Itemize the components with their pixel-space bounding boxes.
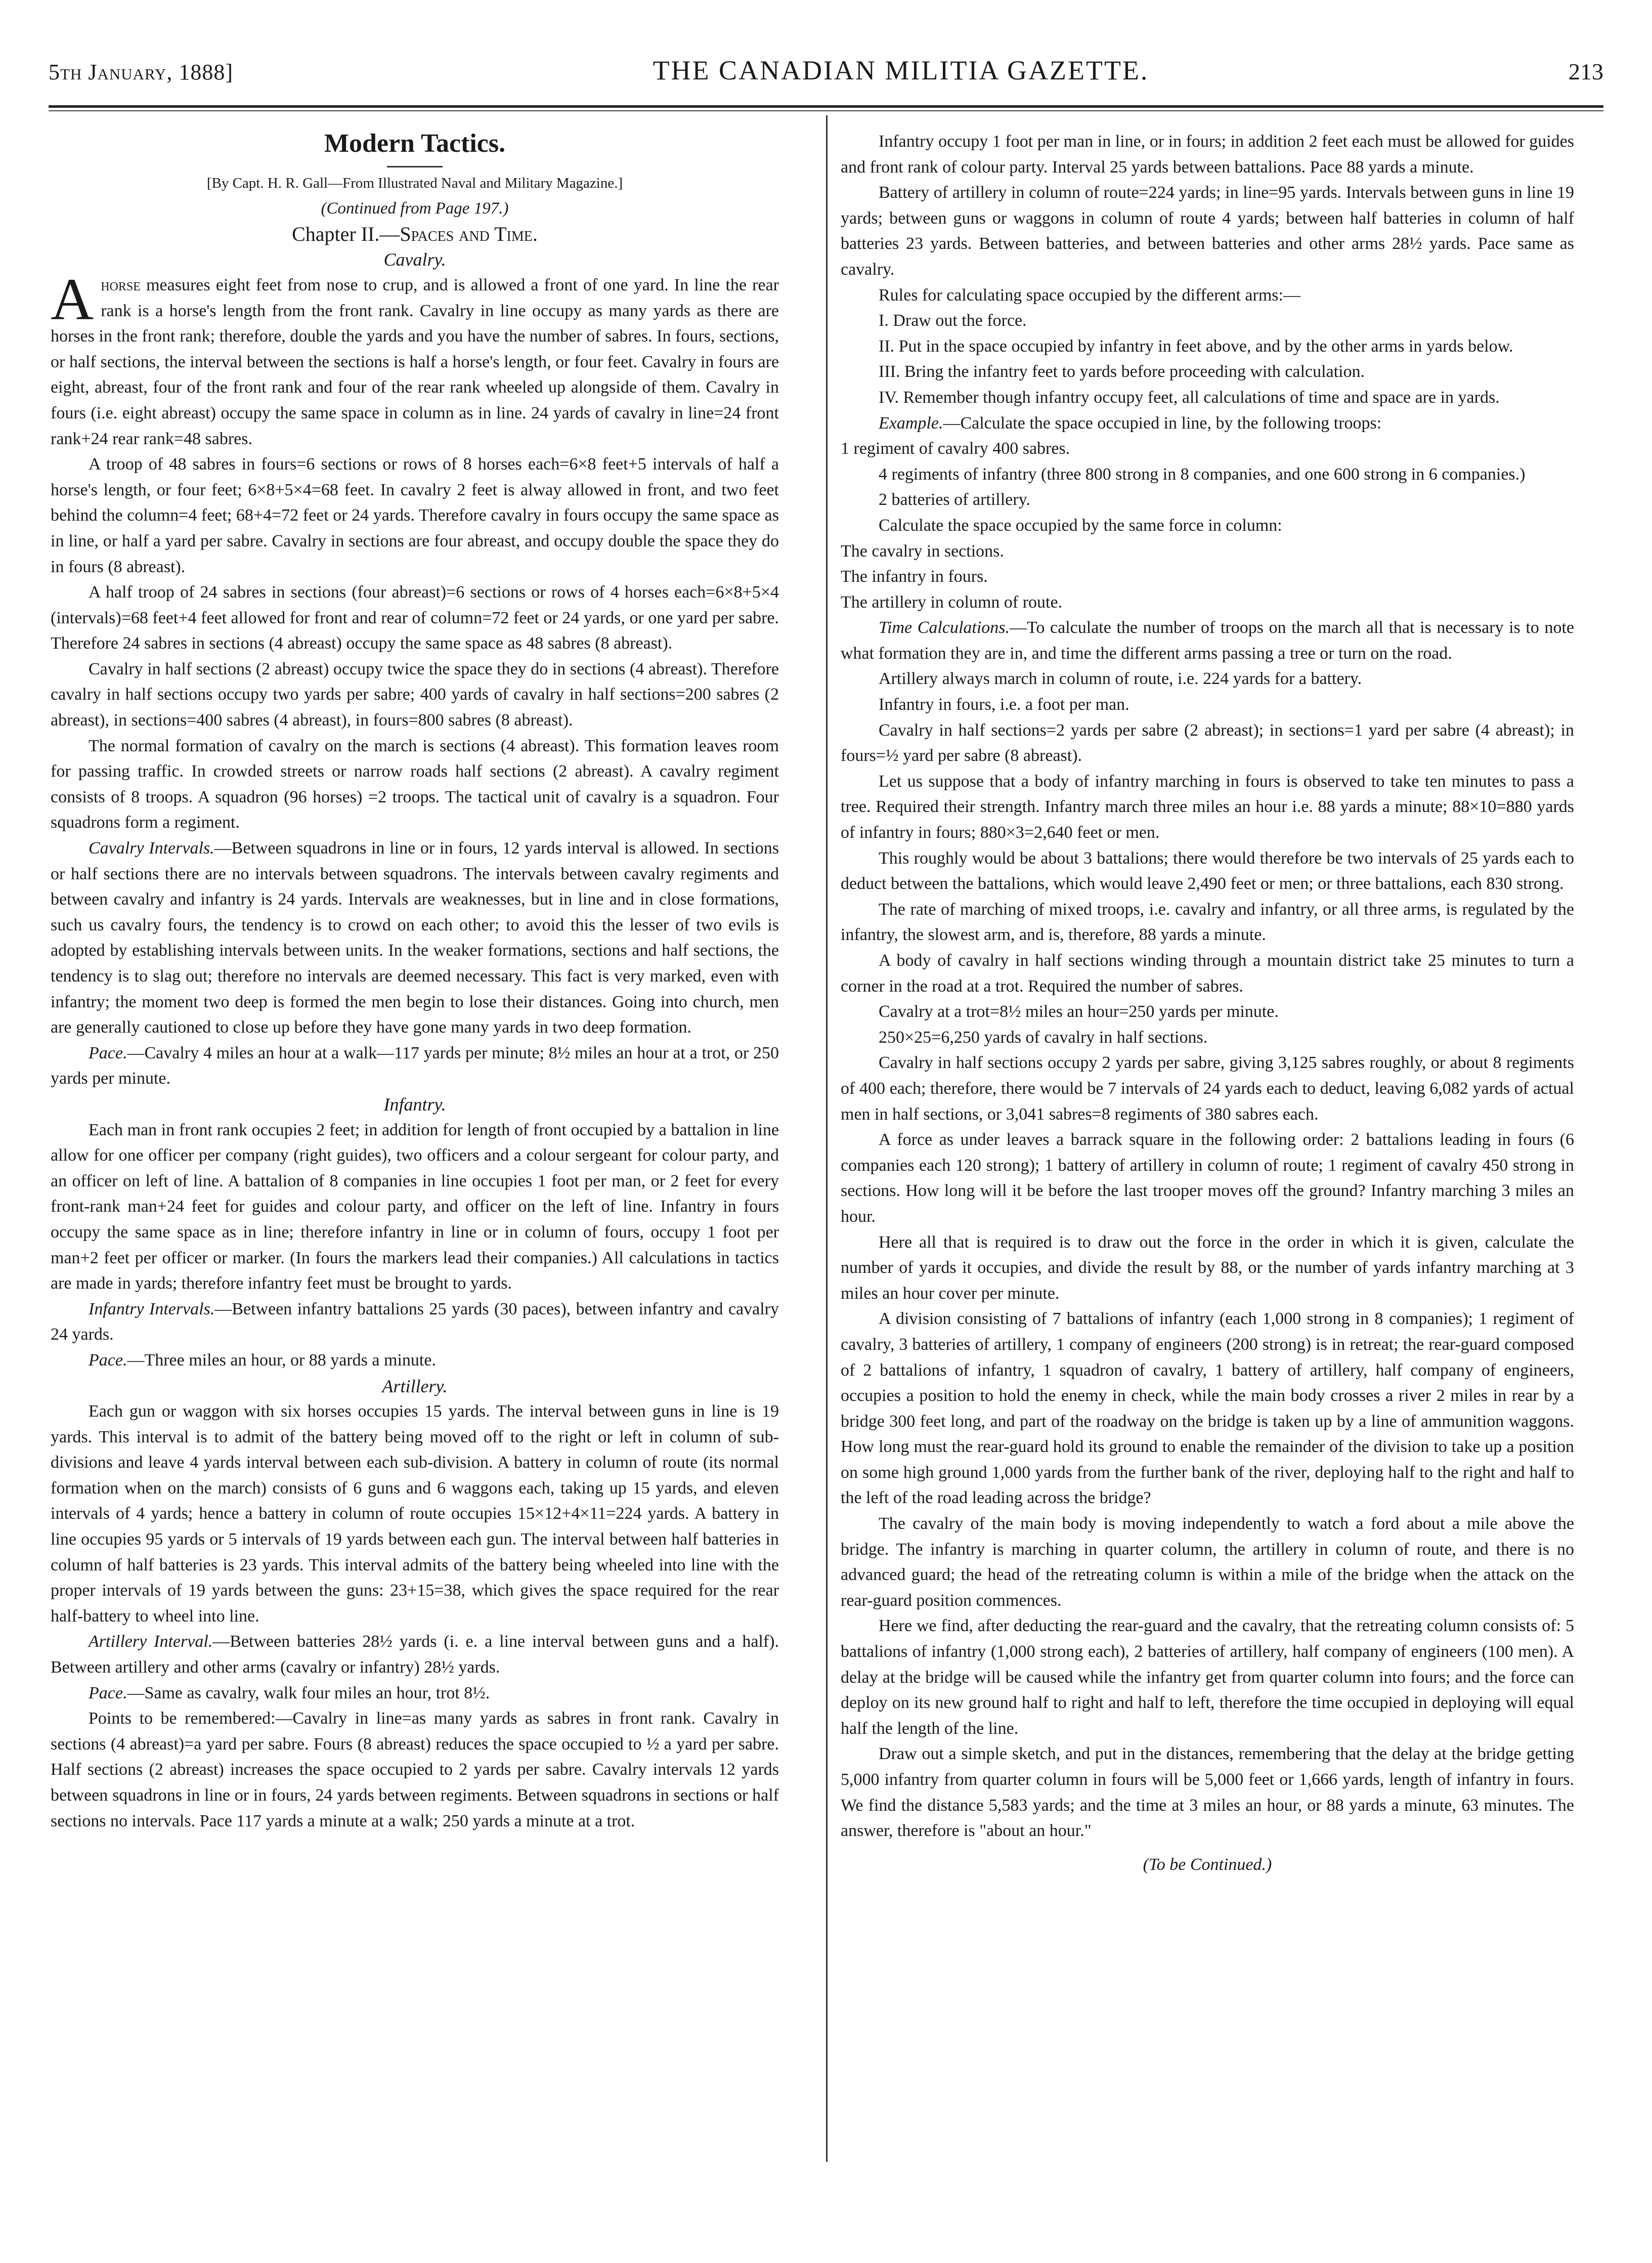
chapter-number: Chapter II.— <box>292 222 400 245</box>
list-item: 2 batteries of artillery. <box>879 490 1030 509</box>
paragraph: Pace.—Three miles an hour, or 88 yards a minute. <box>89 1350 436 1370</box>
header-rule <box>49 105 1603 108</box>
right-column <box>841 129 1574 1877</box>
paragraph: The normal formation of cavalry on the march is sections (4 abreast). This formation leaves room for passing traffic. In crowded streets or narrow roads half sections (2 abreast). A cavalry regiment consists of 8 troops. A squadron (96 horses) =2 troops. The tactical unit of cavalry is a squadron. Four squadrons form a regiment. <box>51 736 779 832</box>
paragraph: Infantry Intervals.—Between infantry battalions 25 yards (30 paces), between infantry and cavalry 24 yards. <box>51 1299 779 1344</box>
run-in-label: Infantry Intervals. <box>89 1299 215 1318</box>
chapter-heading <box>51 222 779 247</box>
paragraph: Draw out a simple sketch, and put in the distances, remembering that the delay at the bridge getting 5,000 infantry from quarter column in fours will be 5,000 feet or 1,666 yards, length of infantry in fours. We find the distance 5,583 yards; and the time at 3 miles an hour, or 88 yards a minute, 63 minutes. The answer, therefore is "about an hour." <box>841 1744 1574 1841</box>
rule-item: IV. Remember though infantry occupy feet, all calculations of time and space are in yards. <box>879 388 1500 407</box>
left-column <box>51 129 779 1834</box>
paragraph: Each gun or waggon with six horses occupies 15 yards. The interval between guns in line is 19 yards. This interval is to admit of the battery being moved off to the right or left in column of sub-divisions and leave 4 yards interval between each sub-division. A battery in column of route (its normal formation when on the march) consists of 6 guns and 6 waggons each, taking up 15 yards, and eleven intervals of 4 yards; hence a battery in column of route occupies 15×12+4×11=224 yards. A battery in line occupies 95 yards or 5 intervals of 19 yards between each gun. The interval between half batteries in column of half batteries is 23 yards. This interval admits of the battery being wheeled into line with the proper intervals of 19 yards between the guns: 23+15=38, which gives the space required for the rear half-battery to wheel into line. <box>51 1402 779 1626</box>
paragraph: Rules for calculating space occupied by the different arms:— <box>879 285 1300 305</box>
paragraph: Infantry occupy 1 foot per man in line, or in fours; in addition 2 feet each must be allowed for guides and front rank of colour party. Interval 25 yards between battalions. Pace 88 yards a minute. <box>841 132 1574 177</box>
title-rule <box>387 166 443 167</box>
column-divider <box>826 115 828 2162</box>
rule-item: I. Draw out the force. <box>879 311 1027 330</box>
issue-date: 5th January, 1888] <box>49 60 234 84</box>
masthead <box>49 55 1603 100</box>
lead-word: horse <box>101 275 141 294</box>
paragraph: A troop of 48 sabres in fours=6 sections or rows of 8 horses each=6×8 feet+5 intervals of half a horse's length, or four feet; 6×8+5×4=68 feet. In cavalry 2 feet is alway allowed in front, and two feet behind the column=4 feet; 68+4=72 feet or 24 yards. Therefore cavalry in fours occupy the same space as in line, or half a yard per sabre. Cavalry in sections are four abreast, and occupy double the space they do in fours (8 abreast). <box>51 455 779 576</box>
paragraph: A half troop of 24 sabres in sections (four abreast)=6 sections or rows of 4 horses each=6×8+5×4 (intervals)=68 feet+4 feet allowed for front and rear of column=72 feet or 24 yards, or one yard per sabre. Therefore 24 sabres in sections (4 abreast) occupy the same space as 48 sabres (8 abreast). <box>51 583 779 653</box>
paragraph: Time Calculations.—To calculate the number of troops on the march all that is necessary is to note what formation they are in, and time the different arms passing a tree or turn on the road. <box>841 618 1574 663</box>
run-in-label: Pace. <box>89 1350 127 1370</box>
list-item: 1 regiment of cavalry 400 sabres. <box>841 439 1070 458</box>
section-heading-infantry: Infantry. <box>383 1094 446 1115</box>
drop-cap: A <box>51 266 94 332</box>
rule-item: II. Put in the space occupied by infantry in feet above, and by the other arms in yards below. <box>879 336 1513 356</box>
section-heading-artillery: Artillery. <box>382 1376 448 1396</box>
paragraph: Cavalry Intervals.—Between squadrons in line or in fours, 12 yards interval is allowed. In sections or half sections there are no intervals between squadrons. The intervals between cavalry regiments and between cavalry and infantry is 24 yards. Intervals are weaknesses, but in line and in close formations, such us cavalry fours, the tendency is to crowd on each other; to avoid this the lesser of two evils is adopted by establishing intervals between units. In the weaker formations, sections and half sections, the tendency is to slag out; therefore no intervals are deemed necessary. This fact is very marked, even with infantry; the moment two deep is formed the men begin to lose their distances. Going into church, men are generally cautioned to close up before they have gone many yards in two deep formation. <box>51 839 779 1037</box>
run-in-label: Pace. <box>89 1683 127 1702</box>
list-item: The cavalry in sections. <box>841 541 1004 561</box>
to-be-continued-note: (To be Continued.) <box>1143 1855 1272 1874</box>
paragraph: Each man in front rank occupies 2 feet; in addition for length of front occupied by a battalion in line allow for one officer per company (right guides), two officers and a colour sergeant for colour party, and an officer on left of line. A battalion of 8 companies in line occupies 1 foot per man, or 2 feet for every front-rank man+24 feet for guides and colour party, and officer on the left of line. Infantry in fours occupy the same space as in line; therefore infantry in line or in column of fours, occupy 1 foot per man+2 feet per officer or marker. (In fours the markers lead their companies.) All calculations in tactics are made in yards; therefore infantry feet must be brought to yards. <box>51 1120 779 1293</box>
run-in-label: Artillery Interval. <box>89 1632 213 1651</box>
paragraph: Let us suppose that a body of infantry marching in fours is observed to take ten minutes to pass a tree. Required their strength. Infantry march three miles an hour i.e. 88 yards a minute; 88×10=880 yards of infantry in fours; 880×3=2,640 feet or men. <box>841 772 1574 842</box>
publication-title: THE CANADIAN MILITIA GAZETTE. <box>653 55 1149 86</box>
paragraph: A body of cavalry in half sections winding through a mountain district take 25 minutes to turn a corner in the road at a trot. Required the number of sabres. <box>841 951 1574 996</box>
continued-note: (Continued from Page 197.) <box>321 199 509 218</box>
run-in-label: Pace. <box>89 1043 127 1062</box>
paragraph: Calculate the space occupied by the same force in column: <box>879 516 1282 535</box>
paragraph: Example.—Calculate the space occupied in line, by the following troops: <box>879 413 1382 433</box>
paragraph: Artillery always march in column of route, i.e. 224 yards for a battery. <box>879 669 1362 689</box>
paragraph: Artillery Interval.—Between batteries 28½ yards (i. e. a line interval between guns and a half). Between artillery and other arms (cavalry or infantry) 28½ yards. <box>51 1632 779 1677</box>
article-title: Modern Tactics. <box>324 129 506 158</box>
paragraph: Ahorse measures eight feet from nose to crup, and is allowed a front of one yard. In line the rear rank is a horse's length from the front rank. Cavalry in line occupy as many yards as there are horses in the front rank; therefore, double the yards and you have the number of sabres. In fours, sections, or half sections, the interval between the sections is half a horse's length, or four feet. Cavalry in fours are eight, abreast, four of the front rank and four of the rear rank wheeled up alongside of them. Cavalry in fours (i.e. eight abreast) occupy the same space in column as in line. 24 yards of cavalry in line=24 front rank+24 rear rank=48 sabres. <box>51 266 779 448</box>
list-item: The infantry in fours. <box>841 567 988 586</box>
header-rule-thin <box>49 110 1603 111</box>
paragraph: A force as under leaves a barrack square in the following order: 2 battalions leading in fours (6 companies each 120 strong); 1 battery of artillery in column of route; 1 regiment of cavalry 450 strong in sections. How long will it be before the last trooper moves off the ground? Infantry marching 3 miles an hour. <box>841 1130 1574 1226</box>
paragraph: Here all that is required is to draw out the force in the order in which it is given, calculate the number of yards it occupies, and divide the result by 88, or the number of yards infantry marching at 3 miles an hour cover per minute. <box>841 1232 1574 1303</box>
paragraph: Pace.—Same as cavalry, walk four miles an hour, trot 8½. <box>89 1683 490 1702</box>
paragraph: Infantry in fours, i.e. a foot per man. <box>879 695 1129 714</box>
rule-item: III. Bring the infantry feet to yards before proceeding with calculation. <box>879 362 1365 381</box>
paragraph: The rate of marching of mixed troops, i.e. cavalry and infantry, or all three arms, is regulated by the infantry, the slowest arm, and is, therefore, 88 yards a minute. <box>841 900 1574 945</box>
run-in-label: Example. <box>879 413 943 433</box>
paragraph: This roughly would be about 3 battalions; there would therefore be two intervals of 25 yards each to deduct between the battalions, which would leave 2,490 feet or men; or three battalions, each 830 strong. <box>841 848 1574 893</box>
chapter-title: Spaces and Time. <box>400 222 538 245</box>
list-item: The artillery in column of route. <box>841 592 1063 612</box>
paragraph: The cavalry of the main body is moving independently to watch a ford about a mile above the bridge. The infantry is marching in quarter column, the artillery in column of route, and there is no advanced guard; the head of the retreating column is within a mile of the bridge when the attack on the rear-guard position commences. <box>841 1514 1574 1610</box>
paragraph: Pace.—Cavalry 4 miles an hour at a walk—117 yards per minute; 8½ miles an hour at a trot, or 250 yards per minute. <box>51 1043 779 1088</box>
paragraph: Cavalry at a trot=8½ miles an hour=250 yards per minute. <box>879 1002 1279 1021</box>
paragraph: Here we find, after deducting the rear-guard and the cavalry, that the retreating column consists of: 5 battalions of infantry (1,000 strong each), 2 batteries of artillery, half company of engineers (100 men). A delay at the bridge will be caused while the infantry get from quarter column into fours; and the force can deploy on its new ground half to right and half to left, therefore the time occupied in deploying will equal half the length of the line. <box>841 1616 1574 1738</box>
paragraph: Battery of artillery in column of route=224 yards; in line=95 yards. Intervals between guns in line 19 yards; between guns or waggons in column of route 4 yards; between half batteries in column of half batteries 23 yards. Between batteries, and between batteries and other arms 28½ yards. Pace same as cavalry. <box>841 183 1574 279</box>
page-number: 213 <box>1569 59 1603 84</box>
byline: [By Capt. H. R. Gall—From Illustrated Naval and Military Magazine.] <box>206 175 623 191</box>
paragraph: Cavalry in half sections=2 yards per sabre (2 abreast); in sections=1 yard per sabre (4 abreast); in fours=½ yard per sabre (8 abreast). <box>841 720 1574 765</box>
run-in-label: Cavalry Intervals. <box>89 839 214 858</box>
paragraph: Points to be remembered:—Cavalry in line=as many yards as sabres in front rank. Cavalry in sections (4 abreast)=a yard per sabre. Fours (8 abreast) reduces the space occupied to ½ a yard per sabre. Half sections (2 abreast) increases the space occupied to 2 yards per sabre. Cavalry intervals 12 yards between squadrons in line or in fours, 24 yards between regiments. Between squadrons in sections or half sections no intervals. Pace 117 yards a minute at a walk; 250 yards a minute at a trot. <box>51 1709 779 1830</box>
paragraph: Cavalry in half sections (2 abreast) occupy twice the space they do in sections (4 abreast). Therefore cavalry in half sections occupy two yards per sabre; 400 yards of cavalry in half sections=200 sabres (2 abreast), in sections=400 sabres (4 abreast), in fours=800 sabres (8 abreast). <box>51 659 779 730</box>
paragraph: A division consisting of 7 battalions of infantry (each 1,000 strong in 8 companies); 1 regiment of cavalry, 3 batteries of artillery, 1 company of engineers (200 strong) is in retreat; the rear-guard composed of 2 battalions of infantry, 1 squadron of cavalry, 1 battery of artillery, half company of engineers, occupies a position to hold the enemy in check, while the main body crosses a river 2 miles in rear by a bridge 300 feet long, and part of the roadway on the bridge is taken up by a line of ammunition waggons. How long must the rear-guard hold its ground to enable the remainder of the division to take up a position on some high ground 1,000 yards from the further bank of the river, deploying half to the right and half to the left of the road leading across the bridge? <box>841 1309 1574 1508</box>
paragraph: 250×25=6,250 yards of cavalry in half sections. <box>879 1028 1208 1047</box>
section-heading-cavalry: Cavalry. <box>383 249 446 270</box>
list-item: 4 regiments of infantry (three 800 strong in 8 companies, and one 600 strong in 6 companies.) <box>879 464 1526 484</box>
run-in-label: Time Calculations. <box>879 618 1010 637</box>
paragraph: Cavalry in half sections occupy 2 yards per sabre, giving 3,125 sabres roughly, or about 8 regiments of 400 each; therefore, there would be 7 intervals of 24 yards each to deduct, leaving 6,082 yards of actual men in half sections, or 3,041 sabres=8 regiments of 380 sabres each. <box>841 1053 1574 1124</box>
